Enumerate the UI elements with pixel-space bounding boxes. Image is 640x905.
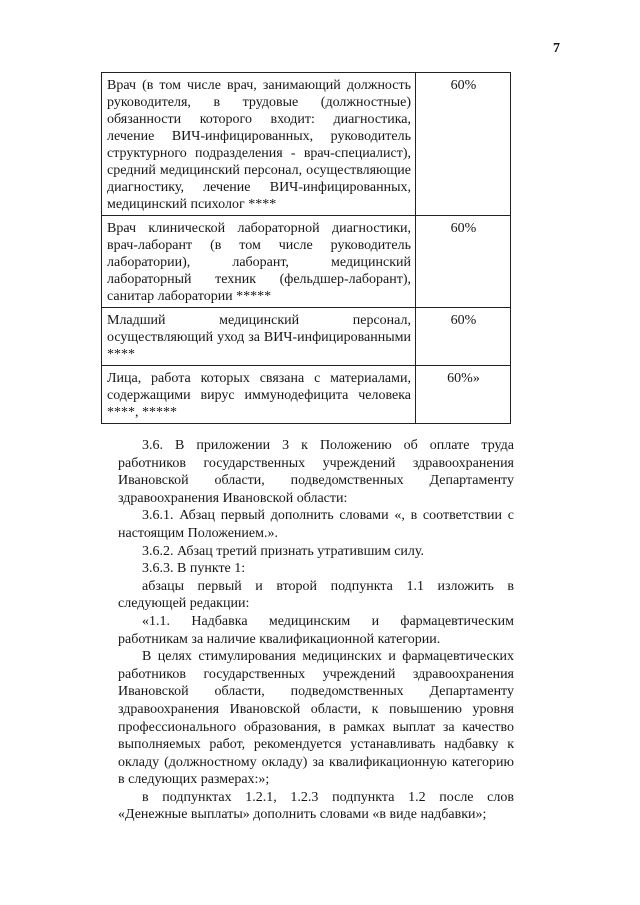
row-description: Врач (в том числе врач, занимающий должность руководителя, в трудовые (должностные) обязанности которого входит: диагностика, лечение ВИЧ-инфицированных, руководитель структурного подразделения - врач-специалист), средний медицинский персонал, осуществляющие диагностику, лечение ВИЧ-инфицированных, медицинский психолог ****: [102, 73, 416, 216]
paragraph-3-6: 3.6. В приложении 3 к Положению об оплате труда работников государственных учреждений здравоохранения Ивановской области, подведомственных Департаменту здравоохранения Ивановской области:: [118, 438, 514, 506]
table-row: [102, 366, 511, 424]
allowance-table: [101, 72, 511, 424]
row-percent: 60%: [416, 308, 511, 366]
row-description: Врач клинической лабораторной диагностики, врач-лаборант (в том числе руководитель лаборатории), лаборант, медицинский лабораторный техник (фельдшер-лаборант), санитар лаборатории *****: [102, 216, 416, 308]
paragraph-celyah: В целях стимулирования медицинских и фармацевтических работников государственных учреждений здравоохранения Ивановской области, подведомственных Департаменту здравоохранения Ивановской области, к повышению уровня профессионального образования, в рамках выплат за качество выполняемых работ, рекомендуется устанавливать надбавку к окладу (должностному окладу) за квалификационную категорию в следующих размерах:»;: [118, 649, 514, 788]
paragraph-3-6-3: 3.6.3. В пункте 1:: [142, 561, 246, 577]
row-description: Лица, работа которых связана с материалами, содержащими вирус иммунодефицита человека ****, *****: [102, 366, 416, 424]
table-row: [102, 308, 511, 366]
amendment-text: [118, 437, 514, 824]
paragraph-abzacy: абзацы первый и второй подпункта 1.1 изложить в следующей редакции:: [118, 578, 514, 612]
allowance-table-body: [102, 73, 511, 424]
row-percent: 60%: [416, 216, 511, 308]
paragraph-3-6-2: 3.6.2. Абзац третий признать утратившим силу.: [142, 543, 425, 559]
paragraph-1-1: «1.1. Надбавка медицинским и фармацевтическим работникам за наличие квалификационной категории.: [118, 613, 514, 647]
table-row: [102, 73, 511, 216]
paragraph-1-2: в подпунктах 1.2.1, 1.2.3 подпункта 1.2 после слов «Денежные выплаты» дополнить словами «в виде надбавки»;: [118, 789, 514, 823]
paragraph-3-6-1: 3.6.1. Абзац первый дополнить словами «, в соответствии с настоящим Положением.».: [118, 508, 514, 541]
page-number: 7: [553, 41, 560, 56]
table-row: [102, 216, 511, 308]
row-description: Младший медицинский персонал, осуществляющий уход за ВИЧ-инфицированными ****: [102, 308, 416, 366]
row-percent: 60%»: [416, 366, 511, 424]
row-percent: 60%: [416, 73, 511, 216]
